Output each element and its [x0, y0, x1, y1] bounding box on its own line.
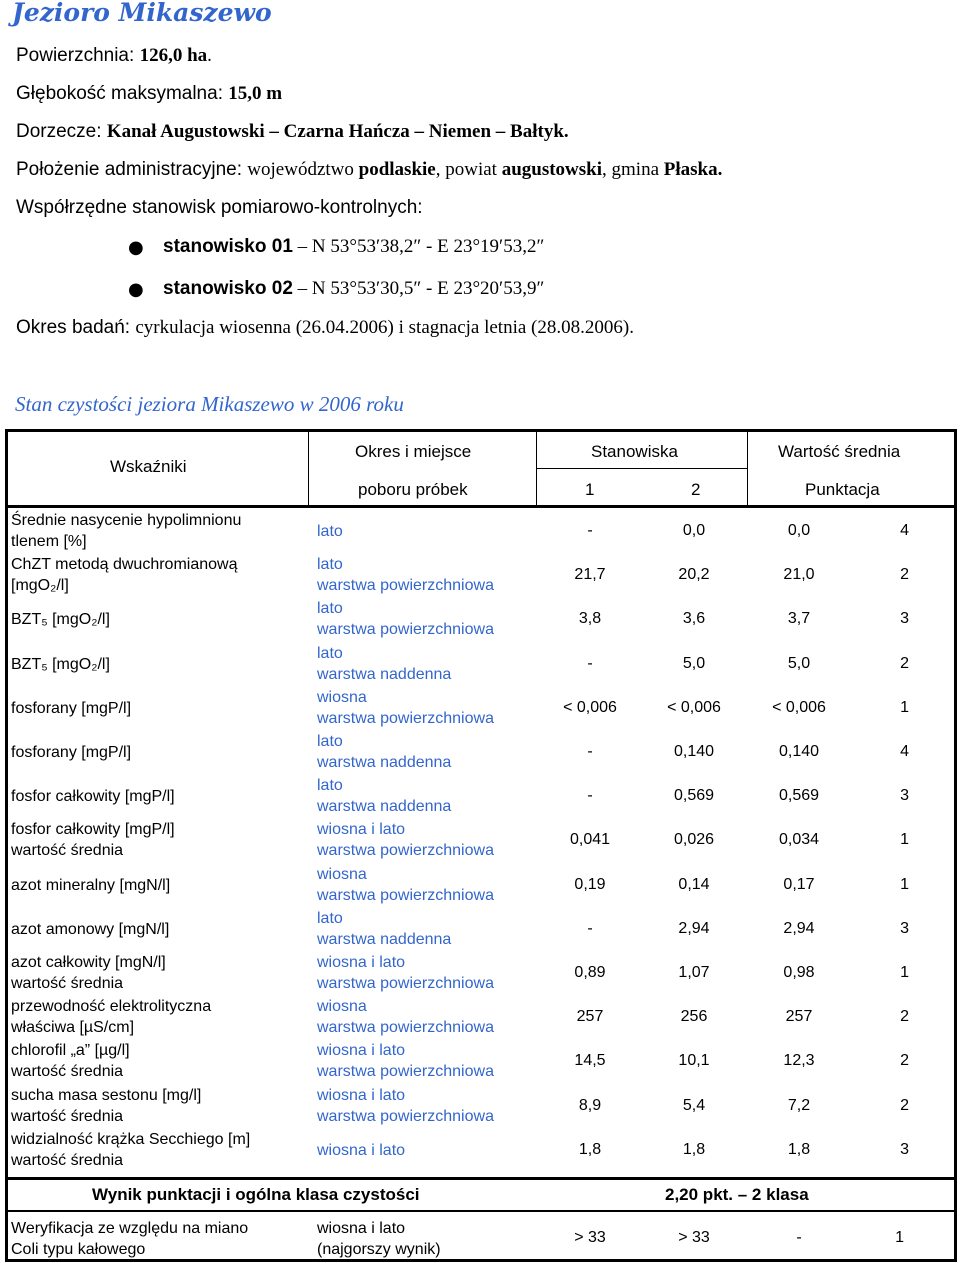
station-1-value: 0,041: [569, 831, 611, 849]
period-line-2: warstwa powierzchniowa: [317, 577, 494, 595]
period-line-1: wiosna: [317, 998, 367, 1016]
indicator-line-2: wartość średnia: [11, 1063, 124, 1081]
admin-commune: Płaska.: [663, 159, 723, 180]
indicator-line-1: ChZT metodą dwuchromianową: [11, 556, 238, 574]
station-name: stanowisko 01: [163, 236, 293, 257]
admin-voivodeship: podlaskie: [358, 159, 436, 180]
indicator-line-2: wartość średnia: [11, 842, 124, 860]
table-border: [5, 429, 957, 432]
station-1-value: -: [587, 743, 593, 760]
period-line-1: wiosna: [317, 865, 367, 883]
header-score: Punktacja: [805, 480, 880, 499]
depth-line: [16, 83, 282, 105]
station-1-value: -: [587, 522, 593, 539]
area-label: Powierzchnia:: [16, 45, 140, 66]
indicator-line-1: fosforany [mgP/l]: [11, 744, 132, 761]
station-1-value: -: [587, 919, 593, 937]
verif-score-value: 1: [895, 1229, 904, 1246]
indicator-line-1: azot mineralny [mgN/l]: [11, 876, 171, 894]
verif-avg: -: [796, 1229, 802, 1246]
period-line-1: lato: [317, 777, 343, 795]
station-2-value: 5,4: [682, 1096, 706, 1114]
station-2-value: 20,2: [678, 566, 710, 584]
station-1-value: -: [587, 787, 593, 805]
station-2-value: 0,14: [678, 875, 710, 893]
station-1-value: 21,7: [574, 566, 606, 584]
period-line-2: warstwa naddenna: [317, 754, 452, 771]
header-average: Wartość średnia: [778, 442, 901, 461]
station-2-value: 1,8: [682, 1140, 706, 1158]
average-value: 0,140: [778, 743, 820, 760]
summary-value: 2,20 pkt. – 2 klasa: [665, 1185, 809, 1204]
header-divider: [308, 429, 309, 507]
station-coords: N 53°53′38,2″ - E 23°19′53,2″: [311, 236, 545, 257]
station-2-value: 3,6: [682, 610, 706, 628]
station-1-value: 0,89: [574, 964, 606, 981]
period-line-1: lato: [317, 556, 343, 574]
bullet-icon: ●: [128, 237, 144, 258]
period-line-1: wiosna i lato: [317, 1086, 406, 1104]
score-value: 3: [900, 919, 909, 937]
indicator-line-1: fosfor całkowity [mgP/l]: [11, 788, 175, 806]
score-value: 3: [900, 1140, 909, 1158]
admin-mid: , powiat: [435, 159, 502, 180]
score-value: 1: [900, 875, 909, 893]
period-line-2: warstwa powierzchniowa: [317, 1019, 494, 1037]
indicator-line-2: wartość średnia: [11, 1151, 124, 1169]
indicator-line-1: przewodność elektrolityczna: [11, 998, 212, 1016]
header-station-2: 2: [691, 480, 701, 499]
admin-label: Położenie administracyjne:: [16, 159, 248, 180]
period-line-1: wiosna i lato: [317, 821, 406, 839]
score-value: 2: [900, 566, 909, 584]
indicator-line-1: sucha masa sestonu [mg/l]: [11, 1086, 202, 1104]
station-1-value: 257: [576, 1008, 604, 1026]
header-indicators: Wskaźniki: [110, 457, 187, 476]
depth-label: Głębokość maksymalna:: [16, 83, 229, 104]
score-value: 2: [900, 654, 909, 672]
period-line-1: lato: [317, 644, 343, 662]
admin-mid2: , gmina: [602, 159, 664, 180]
period-line-2: warstwa naddenna: [317, 665, 452, 683]
score-value: 1: [900, 698, 909, 716]
period-label: Okres badań:: [16, 317, 136, 338]
header-divider: [536, 468, 747, 469]
average-value: 5,0: [787, 654, 811, 672]
verif-indicator-2: Coli typu kałowego: [11, 1241, 146, 1258]
admin-pre: województwo: [247, 159, 359, 180]
period-line: [16, 317, 634, 339]
average-value: 0,034: [778, 831, 820, 849]
station-name: stanowisko 02: [163, 278, 293, 299]
indicator-line-1: BZT₅ [mgO₂/l]: [11, 611, 110, 629]
station-2-value: 256: [680, 1008, 708, 1026]
verif-st1: > 33: [574, 1229, 606, 1246]
station-dash: –: [297, 236, 308, 257]
period-line-1: wiosna: [317, 688, 367, 706]
indicator-line-1: widzialność krążka Secchiego [m]: [11, 1130, 251, 1148]
indicator-line-2: wartość średnia: [11, 975, 124, 992]
indicator-line-2: [mgO₂/l]: [11, 577, 69, 595]
average-value: 1,8: [787, 1140, 811, 1158]
period-line-2: warstwa powierzchniowa: [317, 1107, 494, 1125]
indicator-line-2: tlenem [%]: [11, 533, 87, 550]
station-1-value: < 0,006: [563, 698, 617, 716]
average-value: 12,3: [783, 1052, 815, 1070]
verif-period-1: wiosna i lato: [317, 1220, 406, 1237]
verif-score: [856, 1229, 956, 1247]
quality-table: [5, 429, 957, 1262]
station-1-value: -: [587, 654, 593, 672]
header-divider: [747, 429, 748, 507]
average-value: 0,0: [787, 522, 811, 539]
area-value: 126,0 ha: [139, 45, 208, 66]
area-line: [16, 45, 212, 67]
score-value: 4: [900, 743, 909, 760]
period-line-1: wiosna i lato: [317, 954, 406, 971]
average-value: 0,17: [783, 875, 815, 893]
average-value: 2,94: [783, 919, 815, 937]
period-line-2: warstwa powierzchniowa: [317, 886, 494, 904]
average-value: 7,2: [787, 1096, 811, 1114]
average-value: 257: [785, 1008, 813, 1026]
basin-line: [16, 121, 569, 143]
score-value: 2: [900, 1052, 909, 1070]
verif-top-border: [5, 1210, 957, 1212]
table-border: [5, 1259, 957, 1262]
depth-value: 15,0 m: [228, 83, 283, 104]
summary-label: Wynik punktacji i ogólna klasa czystości: [92, 1185, 420, 1204]
period-line-2: warstwa powierzchniowa: [317, 621, 494, 639]
station-1-value: 14,5: [574, 1052, 606, 1070]
average-value: 0,98: [783, 964, 815, 981]
indicator-line-2: właściwa [µS/cm]: [11, 1019, 135, 1037]
station-2-value: 0,026: [673, 831, 715, 849]
header-period-2: poboru próbek: [358, 480, 468, 499]
score-value: 4: [900, 522, 909, 539]
coords-label: Współrzędne stanowisk pomiarowo-kontrolnych:: [16, 197, 423, 218]
period-line-2: warstwa naddenna: [317, 798, 452, 816]
period-line-2: warstwa powierzchniowa: [317, 975, 494, 992]
basin-label: Dorzecze:: [16, 121, 107, 142]
indicator-line-1: fosforany [mgP/l]: [11, 699, 132, 717]
verif-indicator-1: Weryfikacja ze względu na miano: [11, 1220, 249, 1237]
station-1-value: 0,19: [574, 875, 606, 893]
score-value: 2: [900, 1096, 909, 1114]
period-value: cyrkulacja wiosenna (26.04.2006) i stagnacja letnia (28.08.2006).: [135, 317, 634, 338]
score-value: 1: [900, 831, 909, 849]
admin-line: [16, 159, 722, 181]
period-line-1: lato: [317, 600, 343, 618]
table-border: [5, 429, 8, 1262]
score-value: 2: [900, 1008, 909, 1026]
summary-top-border: [5, 1177, 957, 1180]
basin-value: Kanał Augustowski – Czarna Hańcza – Niemen – Bałtyk.: [106, 121, 569, 142]
period-line-2: warstwa powierzchniowa: [317, 842, 494, 860]
indicator-line-1: Średnie nasycenie hypolimnionu: [11, 512, 242, 529]
period-line-2: warstwa powierzchniowa: [317, 709, 494, 727]
verif-st2: > 33: [678, 1229, 710, 1246]
period-line-1: wiosna i lato: [317, 1141, 406, 1159]
indicator-line-1: azot całkowity [mgN/l]: [11, 954, 166, 971]
station-2-value: < 0,006: [667, 698, 721, 716]
table-border: [954, 429, 957, 1262]
average-value: 0,569: [778, 787, 820, 805]
station-1-value: 3,8: [578, 610, 602, 628]
average-value: < 0,006: [772, 698, 826, 716]
indicator-line-1: BZT₅ [mgO₂/l]: [11, 655, 110, 673]
period-line-1: wiosna i lato: [317, 1042, 406, 1060]
station-2-value: 0,140: [673, 743, 715, 760]
station-dash: –: [297, 278, 308, 299]
station-1-value: 1,8: [578, 1140, 602, 1158]
score-value: 1: [900, 964, 909, 981]
station-2-value: 2,94: [678, 919, 710, 937]
period-line-2: warstwa naddenna: [317, 930, 452, 948]
area-end: .: [207, 45, 212, 66]
station-coords: N 53°53′30,5″ - E 23°20′53,9″: [311, 278, 545, 299]
page-title: Jezioro Mikaszewo: [12, 0, 272, 27]
indicator-line-1: chlorofil „a” [µg/l]: [11, 1042, 130, 1060]
period-line-1: lato: [317, 523, 343, 540]
header-bottom-border: [5, 505, 957, 508]
indicator-line-2: wartość średnia: [11, 1107, 124, 1125]
indicator-line-1: fosfor całkowity [mgP/l]: [11, 821, 175, 839]
average-value: 3,7: [787, 610, 811, 628]
period-line-1: lato: [317, 733, 343, 750]
header-stations: Stanowiska: [591, 442, 678, 461]
station-2-value: 10,1: [678, 1052, 710, 1070]
indicator-line-1: azot amonowy [mgN/l]: [11, 920, 170, 938]
admin-county: augustowski: [501, 159, 603, 180]
station-2-value: 0,569: [673, 787, 715, 805]
verif-period-2: (najgorszy wynik): [317, 1241, 441, 1258]
station-1-value: 8,9: [578, 1096, 602, 1114]
station-2-value: 1,07: [678, 964, 710, 981]
period-line-1: lato: [317, 909, 343, 927]
coords-line: [16, 197, 423, 219]
average-value: 21,0: [783, 566, 815, 584]
score-value: 3: [900, 787, 909, 805]
score-value: 3: [900, 610, 909, 628]
station-01: [163, 236, 544, 258]
station-02: [163, 278, 544, 300]
header-station-1: 1: [585, 480, 595, 499]
station-2-value: 5,0: [682, 654, 706, 672]
header-period-1: Okres i miejsce: [355, 442, 472, 461]
table-caption: Stan czystości jeziora Mikaszewo w 2006 roku: [15, 392, 404, 416]
bullet-icon: ●: [128, 279, 144, 300]
period-line-2: warstwa powierzchniowa: [317, 1063, 494, 1081]
station-2-value: 0,0: [682, 522, 706, 539]
